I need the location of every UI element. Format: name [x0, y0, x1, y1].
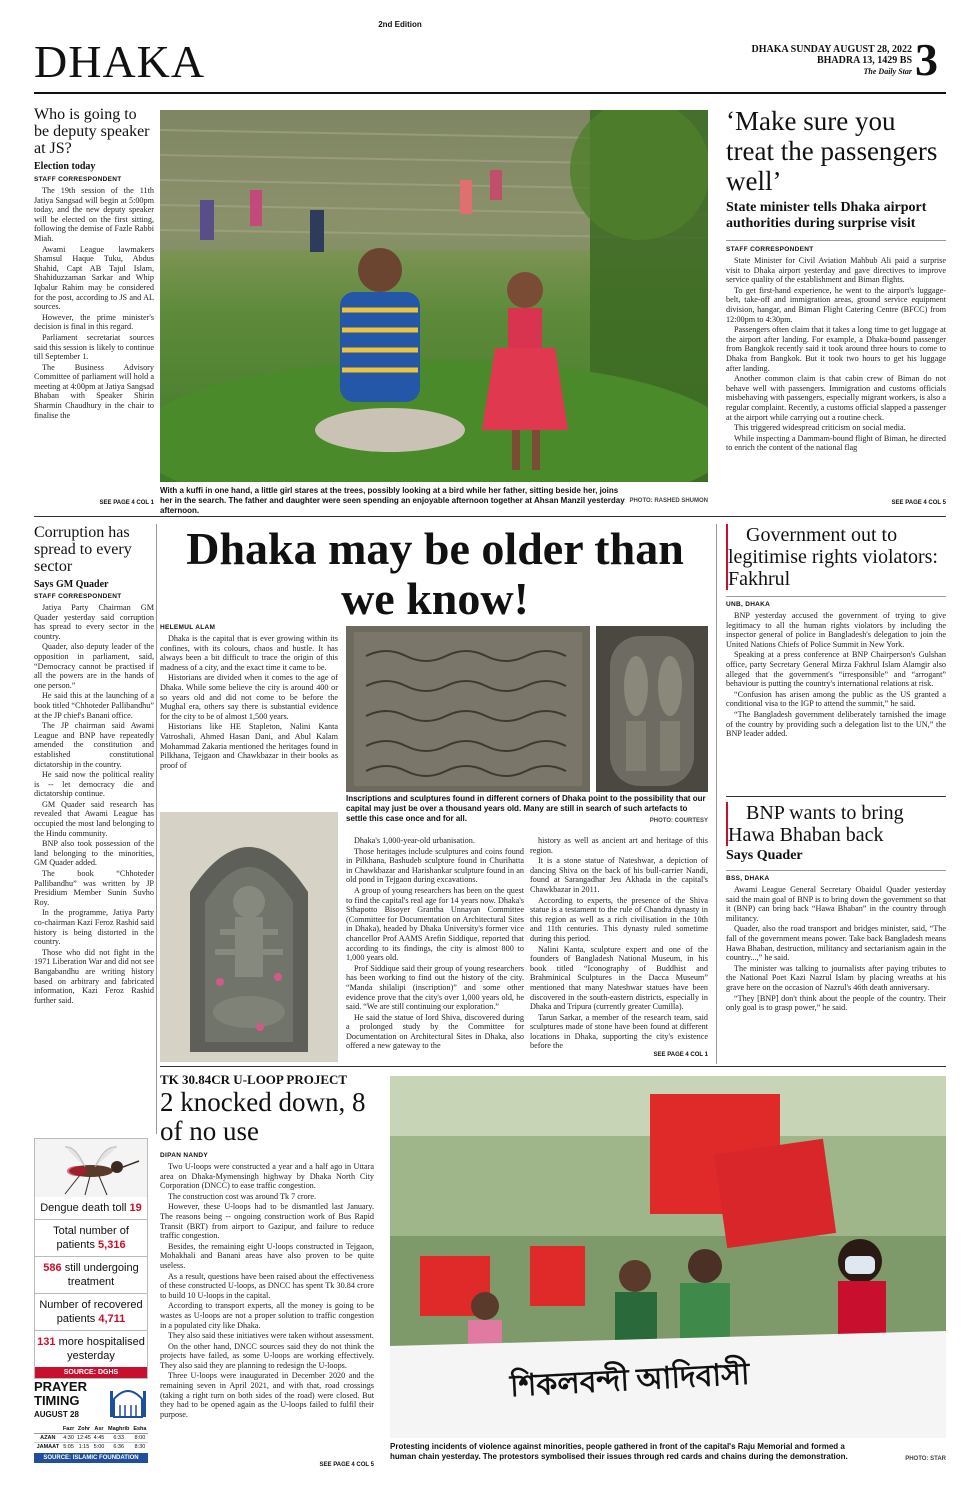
dengue-more: 131 more hospitalised yesterday [37, 1336, 145, 1362]
older-headline: Dhaka may be older than we know! [186, 523, 684, 624]
masthead-rule [34, 92, 946, 94]
sculpture-illustration [596, 626, 708, 792]
dengue-source: SOURCE: DGHS [35, 1367, 147, 1378]
lower-rule [160, 1066, 946, 1067]
govt-body: BNP yesterday accused the government of trying to give legitimacy to all the human rights violators by including the inspector general of police in Bangladesh's delegation to join the United Nations Chiefs of Police Summit in New York. Speaking at a press conference at BNP Chairperson's Gulshan office, party Secretary General Mirza Fakhrul Islam Alamgir also alleged that the government's “irresponsible” and “arrogant” behaviour is putting the country's international relations at risk. “Confusion has arisen among the public as the US granted a conditional visa to the IGP to attend the summit,” he said. “The Bangladesh government deliberately tarnished the image of the country by providing such a delegation list to the UN,” the BNP leader added. [726, 611, 946, 739]
park-photo-illustration [160, 110, 708, 482]
govt-headline: Government out to legitimise rights violators: Fakhrul [726, 524, 946, 590]
dengue-total: Total number of patients 5,316 [35, 1220, 147, 1257]
column-rule-right [716, 524, 717, 1064]
dengue-undergoing: 586 still undergoing treatment [35, 1257, 147, 1294]
sculpture-photo [596, 626, 708, 792]
older-byline: HELEMUL ALAM [160, 624, 216, 631]
protest-banner-text: শিকলবন্দী আদিবাসী [509, 1357, 751, 1404]
dengue-recovered: Number of recovered patients 4,711 [35, 1294, 147, 1331]
park-photo-credit: PHOTO: RASHED SHUMON [629, 498, 708, 504]
shiva-statue-photo [160, 812, 338, 1062]
uloop-see-page: SEE PAGE 4 COL 5 [319, 1462, 374, 1468]
prayer-timing-box [34, 1380, 148, 1463]
protest-caption: Protesting incidents of violence against minorities, people gathered in front of the capital's Raju Memorial and formed a human chain yesterday. The protestors symbolised their issues through red cards and chains during the demonstration. [390, 1442, 848, 1461]
airport-body: State Minister for Civil Aviation Mahbub Ali paid a surprise visit to Dhaka airport yesterday and gave directives to improve service quality of the establishment and Biman flights. To get first-hand experience, he went to the airport's luggage-belt, take-off and immigration areas, ground service equipment division, hangar, and Biman Flight Catering Centre (BFCC) from 12:00pm to 4:30pm. Passengers often claim that it takes a long time to get luggage at the airport after landing. For example, a Dhaka-bound passenger from Bangkok recently said it took around three hours to come to Dhaka from Bangkok. But it took two hours to get his luggage after landing. Another common claim is that cabin crew of Biman do not behave well with passengers. Immigration and customs officials misbehaving with passengers, especially migrant workers, is also a regular complaint. Recently, a customs official slapped a passenger at the airport while carrying out a routine check. This triggered widespread criticism on social media. While inspecting a Dammam-bound flight of Biman, he directed to enrich the content of the national flag [726, 256, 946, 453]
inscription-photo [346, 626, 590, 792]
hawa-body: Awami League General Secretary Obaidul Quader yesterday said the main goal of BNP is to bring down the government so that it (BNP) can bring back “Hawa Bhaban” in the country through militancy. Quader, also the road transport and bridges minister, said, “The fall of the government means power. Take back Bangladesh means Hawa Bhaban, destruction, militancy and sectarianism again in the country...,” he said. The minister was talking to journalists after paying tributes to the National Poet Kazi Nazrul Islam by placing wreaths at his grave here on the occasion of Nazrul's 46th death anniversary. “They [BNP] don't think about the people of the country. Their only goal is to grasp power,” he said. [726, 885, 946, 1013]
hawa-kicker: Says Quader [726, 848, 803, 863]
protest-credit: PHOTO: STAR [905, 1456, 946, 1462]
inscription-illustration [346, 626, 590, 792]
section-title: DHAKA [34, 36, 206, 87]
older-col3: history as well as ancient art and heritage of this region. It is a stone statue of Nateshwar, a depiction of dancing Shiva on the back of his bull-carrier Nandi, found at Sarangadhar Jeu Akhada in the capital's Chawkbazar in 2011. According to experts, the presence of the Shiva statue is a testament to the rule of Chandra dynasty in this region as well as a rich civilisation in the 10th and 11th centuries. This dynasty ruled sometime during this period. Nalini Kanta, sculpture expert and one of the founders of Bangladesh National Museum, in his book titled “Iconography of Buddhist and Brahminical Sculptures in the Dacca Museum” mentioned that many Nateshwar statues have been discovered in the south-eastern districts, especially in Dhaka and Tripura (currently greater Cumilla). Tarun Sarkar, a member of the research team, said sculptures made of stone have been found at different locations in Dhaka, supporting the city's existence before the [530, 836, 708, 1051]
edition-label: 2nd Edition [378, 20, 422, 29]
uloop-article [160, 1072, 374, 1420]
protest-photo [390, 1076, 946, 1438]
deputy-kicker: Election today [34, 161, 96, 172]
hawa-article [726, 802, 946, 1014]
deputy-body: The 19th session of the 11th Jatiya Sangsad will begin at 5:00pm today, and the new deputy speaker will be elected on the first sitting, following the demise of Fazle Rabbi Miah. Awami League lawmakers Shamsul Haque Tuku, Abdus Shahid, Capt AB Tajul Islam, Shahiduzzaman Sarkar and Whip Iqbalur Rahim may be considered for the post, according to JS and AL sources. However, the prime minister's decision is final in this regard. Parliament secretariat sources said this session is likely to continue till September 1. The Business Advisory Committee of parliament will hold a meeting at 4:00pm at Jatiya Sangsad Bhaban with Speaker Shirin Sharmin Chaudhury in the chair to finalise the [34, 186, 154, 420]
dengue-box [34, 1138, 148, 1379]
older-photo-caption: Inscriptions and sculptures found in different corners of Dhaka point to the possibility that our capital may just be over a thousand years old. Many are still in search of such artefacts to settle this case once and for all. [346, 794, 706, 823]
dengue-toll: Dengue death toll 19 [35, 1197, 147, 1220]
corruption-byline: STAFF CORRESPONDENT [34, 593, 122, 600]
hawa-byline: BSS, DHAKA [726, 870, 946, 882]
mosquito-icon [35, 1139, 147, 1197]
older-col2: Dhaka's 1,000-year-old urbanisation. Those heritages include sculptures and coins found in Pilkhana, Bashudeb sculpture found in Churihatta in Chawkbazar and Harishankar sculpture found in an old pond in Tejgaon during excavations. A group of young researchers has been on the quest to find the capital's real age for 14 years now. Dhaka's Sthapotto Bisoyer Grantha Unnayan Committee (Committee for Documentation on Architectural Sites in Dhaka), headed by Dhaka University's former vice chancellor Prof AAMS Arefin Siddique, reported that according to its findings, the city is almost 800 to 1,000 years old. Prof Siddique said their group of young researchers has been working to find out the history of the city. “Manda shilalipi (inscription)” and some other evidence prove that the city's over 1,000 years old, he said. “We are still continuing our exploration.” He said the statue of lord Shiva, discovered during a prolonged study by the Committee for Documentation on Architectural Sites in Dhaka, also offered a new gateway to the [346, 836, 524, 1051]
prayer-title: PRAYER TIMING AUGUST 28 [34, 1379, 87, 1419]
corruption-headline: Corruption has spread to every sector [34, 524, 132, 575]
deputy-see-page: SEE PAGE 4 COL 1 [99, 500, 154, 506]
section-rule [34, 516, 946, 517]
airport-headline: ‘Make sure you treat the passengers well’ [726, 106, 938, 196]
airport-subhead: State minister tells Dhaka airport authorities during surprise visit [726, 200, 927, 231]
shiva-statue-illustration [160, 812, 338, 1062]
govt-article [726, 524, 946, 740]
prayer-source: SOURCE: ISLAMIC FOUNDATION [34, 1453, 148, 1463]
park-photo [160, 110, 708, 482]
govt-rule [726, 796, 946, 797]
prayer-table: Fazr Zohr Asr Maghrib Esha AZAN 4:30 12:45 4:45 6:33 8:00 JAMAAT 5:05 1:15 5:00 6:36 8:30 [34, 1425, 148, 1451]
deputy-byline: STAFF CORRESPONDENT [34, 176, 122, 183]
older-col1: Dhaka is the capital that is ever growing within its confines, with its colours, chaos and hustle. It has always been a bit difficult to trace the origin of this madness of a city, and the exact time it came to be. Historians are divided when it comes to the age of Dhaka. While some believe the city is around 400 or so years old and did not come to be before the Mughal era, others say there is substantial evidence for the city to be of almost 1,500 years. Historians like HE Stapleton, Nalini Kanta Vatroshali, Ahmed Hasan Dani, and Abul Kalam Mohammad Zakaria mentioned the heritages found in Pilkhana, Tejgaon and Chawkbazar in their books as proof of [160, 634, 338, 770]
deputy-speaker-article [34, 106, 154, 421]
govt-byline: UNB, DHAKA [726, 596, 946, 608]
page-number: 3 [915, 34, 938, 85]
corruption-kicker: Says GM Quader [34, 579, 109, 590]
prayer-row-jamaat: JAMAAT 5:05 1:15 5:00 6:36 8:30 [36, 1444, 146, 1450]
hawa-headline: BNP wants to bring Hawa Bhaban back [726, 802, 946, 846]
uloop-kicker: TK 30.84CR U-LOOP PROJECT [160, 1072, 348, 1087]
uloop-byline: DIPAN NANDY [160, 1152, 208, 1159]
prayer-row-azan: AZAN 4:30 12:45 4:45 6:33 8:00 [34, 1434, 148, 1443]
dateline: DHAKA SUNDAY AUGUST 28, 2022 BHADRA 13, 1429 BS The Daily Star [751, 44, 912, 76]
deputy-headline: Who is going to be deputy speaker at JS? [34, 106, 150, 157]
uloop-body: Two U-loops were constructed a year and a half ago in Uttara area on Dhaka-Mymensingh highway by Dhaka North City Corporation (DNCC) to ease traffic congestion. The construction cost was around Tk 7 crore. However, these U-loops had to be dismantled last January. The reasons being -- ongoing construction work of Bus Rapid Transit (BRT) from airport to Gazipur, and failure to reduce traffic congestion. Besides, the remaining eight U-loops constructed in Tejgaon, Mohakhali and Banani areas have also proven to be quite useless. As a result, questions have been raised about the effectiveness of these constructed U-loops, as DNCC has spent Tk 30.84 crore to build 10 U-loops in the capital. According to transport experts, all the money is going to be wastes as U-loops are not a proper solution to traffic congestion in a populated city like Dhaka. They also said these initiatives were taken without assessment. On the other hand, DNCC sources said they do not think the projects have failed, as some U-loops are working effectively. They also said they are planning to redesign the U-loops. Three U-loops were inaugurated in December 2020 and the remaining seven in April 2021, and with that, road crossings (taking a right turn on both sides of the road) were closed. But they had to be opened again as the U-loops failed to fulfil their purpose. [160, 1162, 374, 1419]
airport-article [726, 106, 946, 454]
airport-see-page: SEE PAGE 4 COL 5 [891, 500, 946, 506]
mosque-icon [108, 1381, 148, 1421]
corruption-article [34, 524, 154, 1006]
uloop-headline: 2 knocked down, 8 of no use [160, 1087, 366, 1146]
airport-byline: STAFF CORRESPONDENT [726, 240, 946, 253]
corruption-body: Jatiya Party Chairman GM Quader yesterday said corruption has spread to every sector in the country. Quader, also deputy leader of the opposition in parliament, said, “Democracy cannot be practised if all the powers are in the hands of one person.” He said this at the launching of a book titled “Chhoteder Pallibandhu” at the JP chief's Banani office. The JP chairman said Awami League and BNP have repeatedly amended the constitution and established constitutional dictatorship in the country. He said now the political reality is -- let democracy die and dictatorship continue. GM Quader said research has revealed that Awami League has occupied the most land belonging to the Hindu community. BNP also took possession of the land belonging to the minorities, GM Quader added. The book “Chhoteder Pallibandhu” was written by JP Presidium Member Sunin Suvho Roy. In the programme, Jatiya Party co-chairman Kazi Feroz Rashid said history is being distorted in the country. Those who did not fight in the 1971 Liberation War and did not see Bangabandhu are writing history based on arbitrary and fabricated information, Kazi Feroz Rashid further said. [34, 603, 154, 1005]
older-photo-credit: PHOTO: COURTESY [649, 818, 708, 824]
older-see-page: SEE PAGE 4 COL 1 [653, 1052, 708, 1058]
park-photo-caption: With a kuffi in one hand, a little girl stares at the trees, possibly looking at a bird while her father, sitting beside her, joins her in the search. The father and daughter were seen spending an enjoyable afternoon together at Ahsan Manzil yesterday afternoon. [160, 486, 625, 515]
column-rule [156, 524, 157, 1134]
